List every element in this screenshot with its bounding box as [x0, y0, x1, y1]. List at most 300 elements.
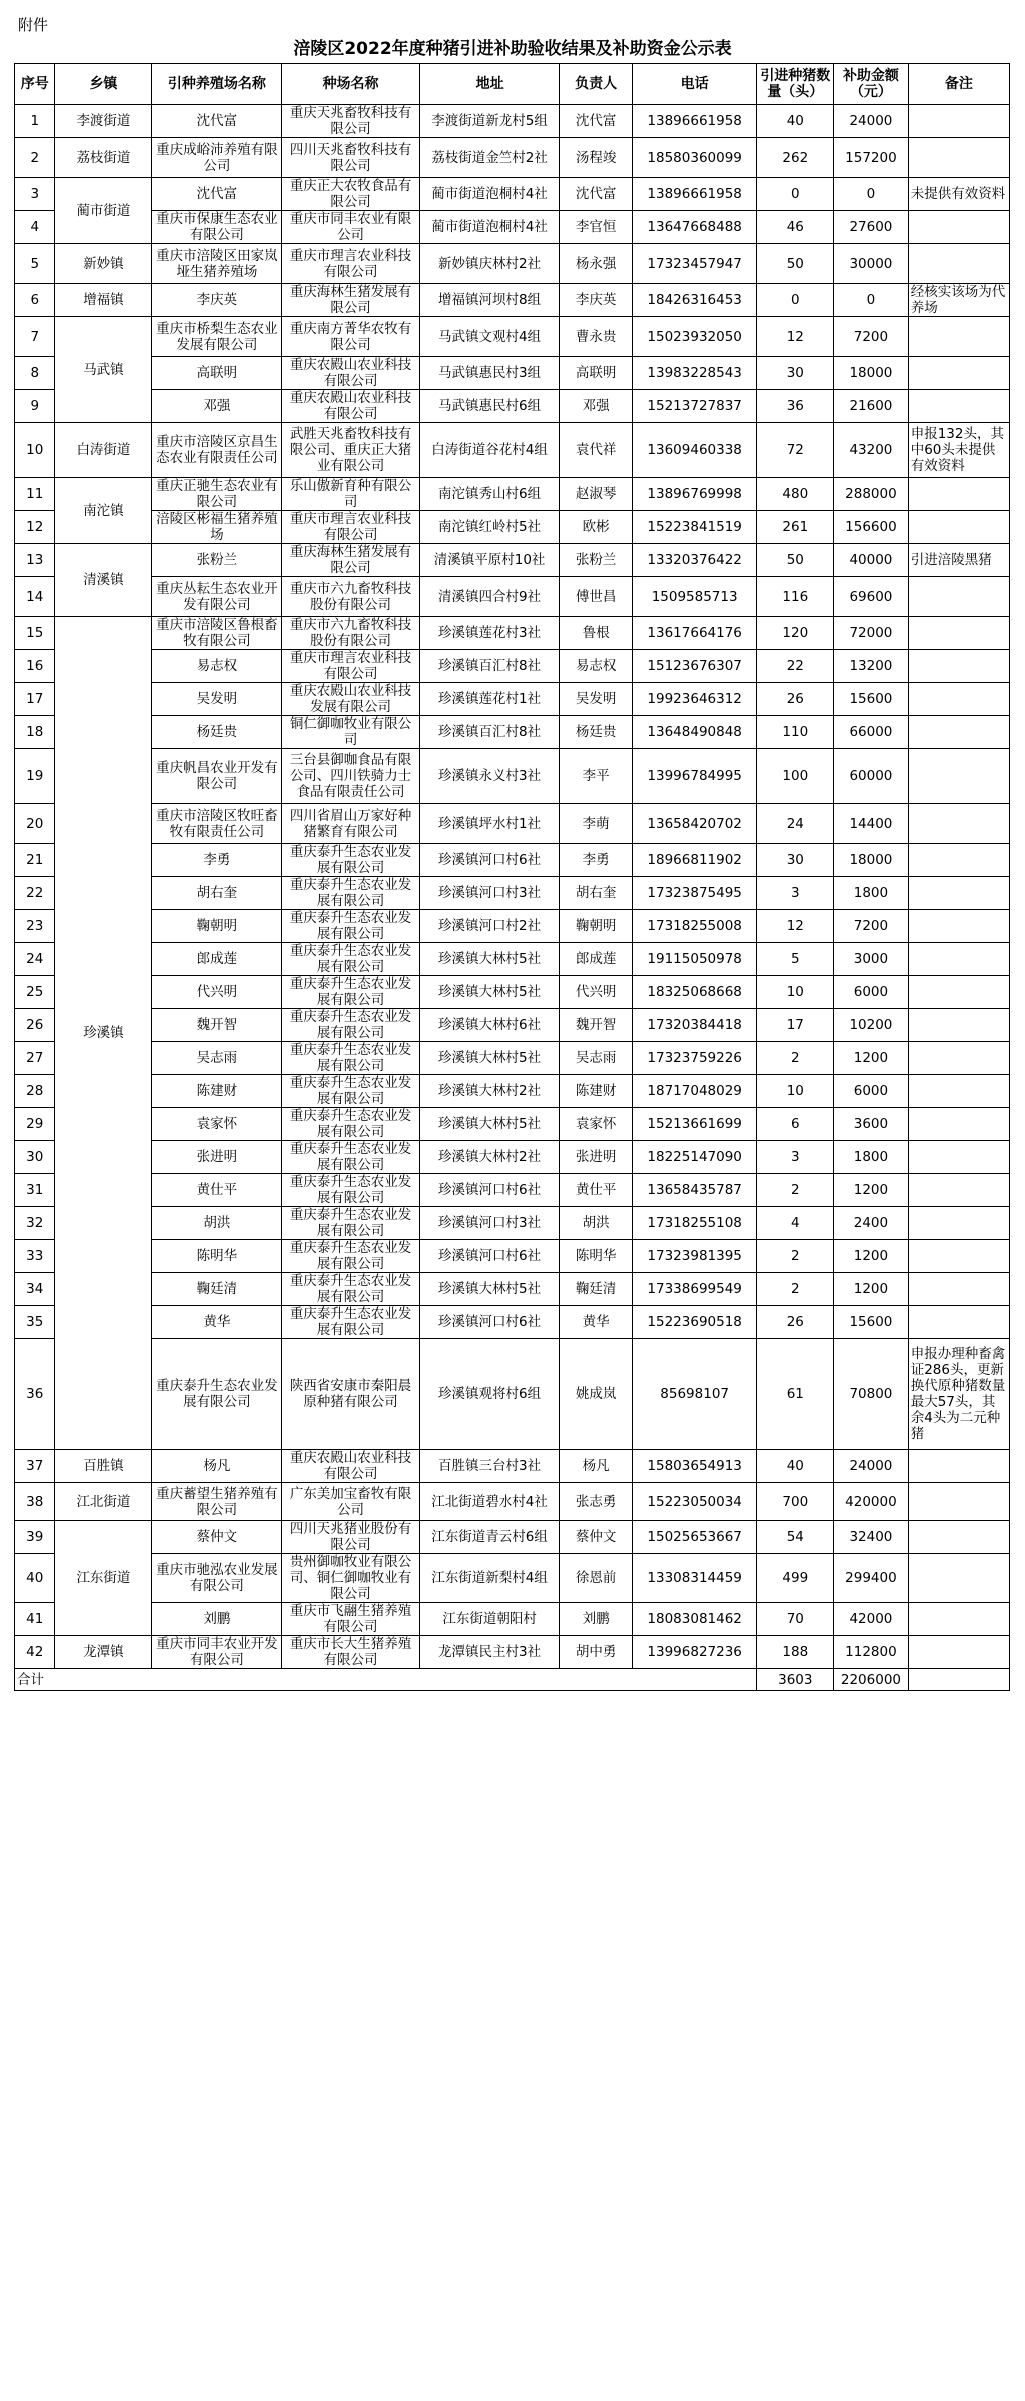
- phone-cell: 15213661699: [632, 1108, 757, 1141]
- address-cell: 马武镇惠民村3组: [419, 357, 560, 390]
- row-number-cell: 35: [15, 1306, 55, 1339]
- table-row: [15, 544, 1010, 577]
- phone-cell: 13648490848: [632, 716, 757, 749]
- note-cell: [908, 844, 1009, 877]
- row-number-cell: 17: [15, 683, 55, 716]
- town-cell: 新妙镇: [55, 244, 152, 284]
- farm-name-cell: 重庆成峪沛养殖有限公司: [152, 138, 282, 178]
- note-cell: [908, 1554, 1009, 1603]
- quantity-cell: 70: [757, 1603, 834, 1636]
- town-cell: 南沱镇: [55, 478, 152, 544]
- row-number-cell: 13: [15, 544, 55, 577]
- address-cell: 江东街道朝阳村: [419, 1603, 560, 1636]
- table-row: [15, 1207, 1010, 1240]
- address-cell: 珍溪镇大林村5社: [419, 1273, 560, 1306]
- contact-person-cell: 陈明华: [560, 1240, 632, 1273]
- amount-cell: 3000: [834, 943, 909, 976]
- town-cell: 白涛街道: [55, 423, 152, 478]
- quantity-cell: 30: [757, 357, 834, 390]
- quantity-cell: 22: [757, 650, 834, 683]
- contact-person-cell: 姚成岚: [560, 1339, 632, 1450]
- table-row: [15, 1141, 1010, 1174]
- row-number-cell: 37: [15, 1450, 55, 1483]
- breeder-name-cell: 重庆泰升生态农业发展有限公司: [282, 1273, 419, 1306]
- address-cell: 蔺市街道泡桐村4社: [419, 178, 560, 211]
- note-cell: [908, 1174, 1009, 1207]
- quantity-cell: 54: [757, 1521, 834, 1554]
- contact-person-cell: 张粉兰: [560, 544, 632, 577]
- phone-cell: 17323759226: [632, 1042, 757, 1075]
- contact-person-cell: 魏开智: [560, 1009, 632, 1042]
- town-cell: 清溪镇: [55, 544, 152, 617]
- town-cell: 龙潭镇: [55, 1636, 152, 1669]
- row-number-cell: 36: [15, 1339, 55, 1450]
- total-note: [908, 1669, 1009, 1691]
- phone-cell: 17323875495: [632, 877, 757, 910]
- farm-name-cell: 胡洪: [152, 1207, 282, 1240]
- row-number-cell: 32: [15, 1207, 55, 1240]
- farm-name-cell: 重庆市涪陵区京昌生态农业有限责任公司: [152, 423, 282, 478]
- note-cell: [908, 910, 1009, 943]
- row-number-cell: 1: [15, 105, 55, 138]
- breeder-name-cell: 重庆农殿山农业科技有限公司: [282, 1450, 419, 1483]
- note-cell: 引进涪陵黑猪: [908, 544, 1009, 577]
- amount-cell: 1800: [834, 1141, 909, 1174]
- address-cell: 李渡街道新龙村5组: [419, 105, 560, 138]
- breeder-name-cell: 四川省眉山万家好种猪繁育有限公司: [282, 804, 419, 844]
- breeder-name-cell: 重庆泰升生态农业发展有限公司: [282, 1009, 419, 1042]
- row-number-cell: 31: [15, 1174, 55, 1207]
- total-amount: 2206000: [834, 1669, 909, 1691]
- address-cell: 珍溪镇河口村6社: [419, 1240, 560, 1273]
- quantity-cell: 26: [757, 683, 834, 716]
- total-qty: 3603: [757, 1669, 834, 1691]
- phone-cell: 17320384418: [632, 1009, 757, 1042]
- row-number-cell: 10: [15, 423, 55, 478]
- contact-person-cell: 杨永强: [560, 244, 632, 284]
- town-cell: 马武镇: [55, 317, 152, 423]
- phone-cell: 13996827236: [632, 1636, 757, 1669]
- contact-person-cell: 鞠廷清: [560, 1273, 632, 1306]
- farm-name-cell: 李勇: [152, 844, 282, 877]
- farm-name-cell: 重庆丛耘生态农业开发有限公司: [152, 577, 282, 617]
- quantity-cell: 700: [757, 1483, 834, 1521]
- quantity-cell: 46: [757, 211, 834, 244]
- breeder-name-cell: 四川天兆畜牧科技有限公司: [282, 138, 419, 178]
- table-row: [15, 284, 1010, 317]
- contact-person-cell: 高联明: [560, 357, 632, 390]
- contact-person-cell: 袁家怀: [560, 1108, 632, 1141]
- amount-cell: 14400: [834, 804, 909, 844]
- contact-person-cell: 杨凡: [560, 1450, 632, 1483]
- phone-cell: 85698107: [632, 1339, 757, 1450]
- phone-cell: 13609460338: [632, 423, 757, 478]
- phone-cell: 13658420702: [632, 804, 757, 844]
- farm-name-cell: 涪陵区彬福生猪养殖场: [152, 511, 282, 544]
- row-number-cell: 15: [15, 617, 55, 650]
- phone-cell: 17323981395: [632, 1240, 757, 1273]
- table-row: [15, 1042, 1010, 1075]
- quantity-cell: 24: [757, 804, 834, 844]
- phone-cell: 13896769998: [632, 478, 757, 511]
- quantity-cell: 40: [757, 105, 834, 138]
- contact-person-cell: 傅世昌: [560, 577, 632, 617]
- amount-cell: 18000: [834, 844, 909, 877]
- table-row: [15, 976, 1010, 1009]
- address-cell: 江北街道碧水村4社: [419, 1483, 560, 1521]
- row-number-cell: 14: [15, 577, 55, 617]
- amount-cell: 112800: [834, 1636, 909, 1669]
- row-number-cell: 7: [15, 317, 55, 357]
- address-cell: 珍溪镇大林村5社: [419, 1108, 560, 1141]
- farm-name-cell: 重庆市驰泓农业发展有限公司: [152, 1554, 282, 1603]
- farm-name-cell: 重庆蓄望生猪养殖有限公司: [152, 1483, 282, 1521]
- note-cell: 未提供有效资料: [908, 178, 1009, 211]
- table-header-row: [15, 64, 1010, 105]
- farm-name-cell: 吴发明: [152, 683, 282, 716]
- amount-cell: 42000: [834, 1603, 909, 1636]
- quantity-cell: 40: [757, 1450, 834, 1483]
- amount-cell: 21600: [834, 390, 909, 423]
- farm-name-cell: 邓强: [152, 390, 282, 423]
- total-label: 合计: [15, 1669, 757, 1691]
- contact-person-cell: 胡右奎: [560, 877, 632, 910]
- amount-cell: 1800: [834, 877, 909, 910]
- quantity-cell: 30: [757, 844, 834, 877]
- farm-name-cell: 胡右奎: [152, 877, 282, 910]
- note-cell: [908, 1603, 1009, 1636]
- phone-cell: 15223841519: [632, 511, 757, 544]
- breeder-name-cell: 重庆泰升生态农业发展有限公司: [282, 943, 419, 976]
- contact-person-cell: 袁代祥: [560, 423, 632, 478]
- address-cell: 白涛街道谷花村4组: [419, 423, 560, 478]
- breeder-name-cell: 重庆市长大生猪养殖有限公司: [282, 1636, 419, 1669]
- amount-cell: 60000: [834, 749, 909, 804]
- note-cell: [908, 877, 1009, 910]
- note-cell: [908, 943, 1009, 976]
- address-cell: 龙潭镇民主村3社: [419, 1636, 560, 1669]
- farm-name-cell: 重庆市保康生态农业有限公司: [152, 211, 282, 244]
- farm-name-cell: 袁家怀: [152, 1108, 282, 1141]
- header-cell: 补助金额（元）: [834, 64, 909, 105]
- address-cell: 珍溪镇大林村2社: [419, 1075, 560, 1108]
- table-row: [15, 478, 1010, 511]
- amount-cell: 66000: [834, 716, 909, 749]
- breeder-name-cell: 重庆南方菁华农牧有限公司: [282, 317, 419, 357]
- address-cell: 珍溪镇大林村5社: [419, 1042, 560, 1075]
- contact-person-cell: 张进明: [560, 1141, 632, 1174]
- contact-person-cell: 陈建财: [560, 1075, 632, 1108]
- table-body: [15, 105, 1010, 1669]
- breeder-name-cell: 重庆海林生猪发展有限公司: [282, 284, 419, 317]
- contact-person-cell: 刘鹏: [560, 1603, 632, 1636]
- note-cell: [908, 1141, 1009, 1174]
- contact-person-cell: 汤程竣: [560, 138, 632, 178]
- total-row: [15, 1669, 1010, 1691]
- phone-cell: 18225147090: [632, 1141, 757, 1174]
- amount-cell: 30000: [834, 244, 909, 284]
- row-number-cell: 8: [15, 357, 55, 390]
- breeder-name-cell: 重庆正大农牧食品有限公司: [282, 178, 419, 211]
- phone-cell: 15025653667: [632, 1521, 757, 1554]
- row-number-cell: 23: [15, 910, 55, 943]
- amount-cell: 3600: [834, 1108, 909, 1141]
- address-cell: 江东街道新梨村4组: [419, 1554, 560, 1603]
- quantity-cell: 188: [757, 1636, 834, 1669]
- breeder-name-cell: 重庆泰升生态农业发展有限公司: [282, 1042, 419, 1075]
- note-cell: [908, 749, 1009, 804]
- table-row: [15, 1483, 1010, 1521]
- quantity-cell: 4: [757, 1207, 834, 1240]
- phone-cell: 15213727837: [632, 390, 757, 423]
- quantity-cell: 17: [757, 1009, 834, 1042]
- address-cell: 马武镇惠民村6组: [419, 390, 560, 423]
- quantity-cell: 5: [757, 943, 834, 976]
- table-row: [15, 877, 1010, 910]
- phone-cell: 15123676307: [632, 650, 757, 683]
- header-cell: 种场名称: [282, 64, 419, 105]
- header-cell: 序号: [15, 64, 55, 105]
- contact-person-cell: 蔡仲文: [560, 1521, 632, 1554]
- contact-person-cell: 曹永贵: [560, 317, 632, 357]
- amount-cell: 32400: [834, 1521, 909, 1554]
- quantity-cell: 120: [757, 617, 834, 650]
- amount-cell: 43200: [834, 423, 909, 478]
- phone-cell: 18083081462: [632, 1603, 757, 1636]
- note-cell: [908, 1306, 1009, 1339]
- row-number-cell: 42: [15, 1636, 55, 1669]
- table-row: [15, 357, 1010, 390]
- row-number-cell: 24: [15, 943, 55, 976]
- amount-cell: 1200: [834, 1240, 909, 1273]
- row-number-cell: 20: [15, 804, 55, 844]
- quantity-cell: 0: [757, 178, 834, 211]
- farm-name-cell: 杨凡: [152, 1450, 282, 1483]
- row-number-cell: 6: [15, 284, 55, 317]
- address-cell: 南沱镇秀山村6组: [419, 478, 560, 511]
- note-cell: [908, 1483, 1009, 1521]
- header-cell: 乡镇: [55, 64, 152, 105]
- phone-cell: 17338699549: [632, 1273, 757, 1306]
- amount-cell: 40000: [834, 544, 909, 577]
- farm-name-cell: 沈代富: [152, 178, 282, 211]
- row-number-cell: 34: [15, 1273, 55, 1306]
- farm-name-cell: 魏开智: [152, 1009, 282, 1042]
- contact-person-cell: 黄仕平: [560, 1174, 632, 1207]
- phone-cell: 19923646312: [632, 683, 757, 716]
- table-row: [15, 1174, 1010, 1207]
- phone-cell: 13896661958: [632, 178, 757, 211]
- farm-name-cell: 黄华: [152, 1306, 282, 1339]
- amount-cell: 299400: [834, 1554, 909, 1603]
- quantity-cell: 100: [757, 749, 834, 804]
- quantity-cell: 116: [757, 577, 834, 617]
- note-cell: [908, 138, 1009, 178]
- table-row: [15, 617, 1010, 650]
- address-cell: 珍溪镇大林村6社: [419, 1009, 560, 1042]
- breeder-name-cell: 重庆泰升生态农业发展有限公司: [282, 1306, 419, 1339]
- breeder-name-cell: 重庆泰升生态农业发展有限公司: [282, 1174, 419, 1207]
- farm-name-cell: 杨廷贵: [152, 716, 282, 749]
- farm-name-cell: 代兴明: [152, 976, 282, 1009]
- quantity-cell: 26: [757, 1306, 834, 1339]
- table-row: [15, 804, 1010, 844]
- note-cell: [908, 511, 1009, 544]
- row-number-cell: 41: [15, 1603, 55, 1636]
- row-number-cell: 22: [15, 877, 55, 910]
- table-row: [15, 1554, 1010, 1603]
- contact-person-cell: 李平: [560, 749, 632, 804]
- contact-person-cell: 胡中勇: [560, 1636, 632, 1669]
- row-number-cell: 29: [15, 1108, 55, 1141]
- breeder-name-cell: 贵州御咖牧业有限公司、铜仁御咖牧业有限公司: [282, 1554, 419, 1603]
- quantity-cell: 6: [757, 1108, 834, 1141]
- breeder-name-cell: 广东美加宝畜牧有限公司: [282, 1483, 419, 1521]
- quantity-cell: 36: [757, 390, 834, 423]
- phone-cell: 13320376422: [632, 544, 757, 577]
- farm-name-cell: 蔡仲文: [152, 1521, 282, 1554]
- breeder-name-cell: 铜仁御咖牧业有限公司: [282, 716, 419, 749]
- note-cell: [908, 357, 1009, 390]
- phone-cell: 17318255108: [632, 1207, 757, 1240]
- amount-cell: 156600: [834, 511, 909, 544]
- breeder-name-cell: 重庆市飞翮生猪养殖有限公司: [282, 1603, 419, 1636]
- farm-name-cell: 高联明: [152, 357, 282, 390]
- quantity-cell: 3: [757, 1141, 834, 1174]
- row-number-cell: 11: [15, 478, 55, 511]
- breeder-name-cell: 重庆泰升生态农业发展有限公司: [282, 877, 419, 910]
- note-cell: [908, 244, 1009, 284]
- phone-cell: 13308314459: [632, 1554, 757, 1603]
- quantity-cell: 2: [757, 1042, 834, 1075]
- phone-cell: 15223690518: [632, 1306, 757, 1339]
- table-row: [15, 211, 1010, 244]
- phone-cell: 15223050034: [632, 1483, 757, 1521]
- quantity-cell: 50: [757, 244, 834, 284]
- breeder-name-cell: 重庆市六九畜牧科技股份有限公司: [282, 617, 419, 650]
- table-row: [15, 749, 1010, 804]
- address-cell: 珍溪镇坪水村1社: [419, 804, 560, 844]
- breeder-name-cell: 武胜天兆畜牧科技有限公司、重庆正大猪业有限公司: [282, 423, 419, 478]
- address-cell: 珍溪镇百汇村8社: [419, 650, 560, 683]
- header-cell: 地址: [419, 64, 560, 105]
- row-number-cell: 9: [15, 390, 55, 423]
- address-cell: 珍溪镇河口村6社: [419, 1174, 560, 1207]
- phone-cell: 17318255008: [632, 910, 757, 943]
- address-cell: 珍溪镇大林村2社: [419, 1141, 560, 1174]
- note-cell: [908, 390, 1009, 423]
- quantity-cell: 10: [757, 1075, 834, 1108]
- table-row: [15, 1521, 1010, 1554]
- amount-cell: 15600: [834, 683, 909, 716]
- contact-person-cell: 易志权: [560, 650, 632, 683]
- quantity-cell: 61: [757, 1339, 834, 1450]
- farm-name-cell: 重庆市涪陵区鲁根畜牧有限公司: [152, 617, 282, 650]
- amount-cell: 0: [834, 284, 909, 317]
- table-row: [15, 511, 1010, 544]
- farm-name-cell: 黄仕平: [152, 1174, 282, 1207]
- contact-person-cell: 欧彬: [560, 511, 632, 544]
- note-cell: [908, 577, 1009, 617]
- row-number-cell: 18: [15, 716, 55, 749]
- address-cell: 江东街道青云村6组: [419, 1521, 560, 1554]
- note-cell: [908, 1273, 1009, 1306]
- contact-person-cell: 徐恩前: [560, 1554, 632, 1603]
- address-cell: 珍溪镇大林村5社: [419, 943, 560, 976]
- row-number-cell: 26: [15, 1009, 55, 1042]
- contact-person-cell: 郎成莲: [560, 943, 632, 976]
- row-number-cell: 39: [15, 1521, 55, 1554]
- amount-cell: 10200: [834, 1009, 909, 1042]
- amount-cell: 70800: [834, 1339, 909, 1450]
- note-cell: [908, 1075, 1009, 1108]
- breeder-name-cell: 重庆泰升生态农业发展有限公司: [282, 844, 419, 877]
- table-row: [15, 577, 1010, 617]
- note-cell: 申报132头，其中60头未提供有效资料: [908, 423, 1009, 478]
- attachment-label: 附件: [18, 16, 49, 34]
- note-cell: [908, 976, 1009, 1009]
- row-number-cell: 30: [15, 1141, 55, 1174]
- address-cell: 新妙镇庆林村2社: [419, 244, 560, 284]
- breeder-name-cell: 重庆泰升生态农业发展有限公司: [282, 1207, 419, 1240]
- town-cell: 百胜镇: [55, 1450, 152, 1483]
- contact-person-cell: 鞠朝明: [560, 910, 632, 943]
- address-cell: 珍溪镇永义村3社: [419, 749, 560, 804]
- address-cell: 珍溪镇观将村6组: [419, 1339, 560, 1450]
- amount-cell: 24000: [834, 105, 909, 138]
- header-cell: 负责人: [560, 64, 632, 105]
- farm-name-cell: 重庆市同丰农业开发有限公司: [152, 1636, 282, 1669]
- table-row: [15, 716, 1010, 749]
- note-cell: 经核实该场为代养场: [908, 284, 1009, 317]
- header-cell: 备注: [908, 64, 1009, 105]
- row-number-cell: 21: [15, 844, 55, 877]
- note-cell: [908, 804, 1009, 844]
- contact-person-cell: 吴志雨: [560, 1042, 632, 1075]
- phone-cell: 18325068668: [632, 976, 757, 1009]
- amount-cell: 1200: [834, 1273, 909, 1306]
- table-row: [15, 1075, 1010, 1108]
- amount-cell: 69600: [834, 577, 909, 617]
- note-cell: [908, 1009, 1009, 1042]
- address-cell: 珍溪镇河口村2社: [419, 910, 560, 943]
- row-number-cell: 12: [15, 511, 55, 544]
- address-cell: 清溪镇平原村10社: [419, 544, 560, 577]
- amount-cell: 2400: [834, 1207, 909, 1240]
- header-cell: 引种养殖场名称: [152, 64, 282, 105]
- address-cell: 马武镇文观村4组: [419, 317, 560, 357]
- table-row: [15, 943, 1010, 976]
- amount-cell: 24000: [834, 1450, 909, 1483]
- table-row: [15, 1273, 1010, 1306]
- table-row: [15, 1450, 1010, 1483]
- contact-person-cell: 黄华: [560, 1306, 632, 1339]
- table-row: [15, 178, 1010, 211]
- breeder-name-cell: 重庆海林生猪发展有限公司: [282, 544, 419, 577]
- table-row: [15, 1240, 1010, 1273]
- quantity-cell: 12: [757, 910, 834, 943]
- address-cell: 珍溪镇河口村3社: [419, 1207, 560, 1240]
- town-cell: 珍溪镇: [55, 617, 152, 1450]
- row-number-cell: 38: [15, 1483, 55, 1521]
- quantity-cell: 72: [757, 423, 834, 478]
- address-cell: 珍溪镇百汇村8社: [419, 716, 560, 749]
- phone-cell: 13617664176: [632, 617, 757, 650]
- note-cell: [908, 716, 1009, 749]
- table-row: [15, 1009, 1010, 1042]
- farm-name-cell: 重庆市涪陵区田家岚垭生猪养殖场: [152, 244, 282, 284]
- note-cell: [908, 478, 1009, 511]
